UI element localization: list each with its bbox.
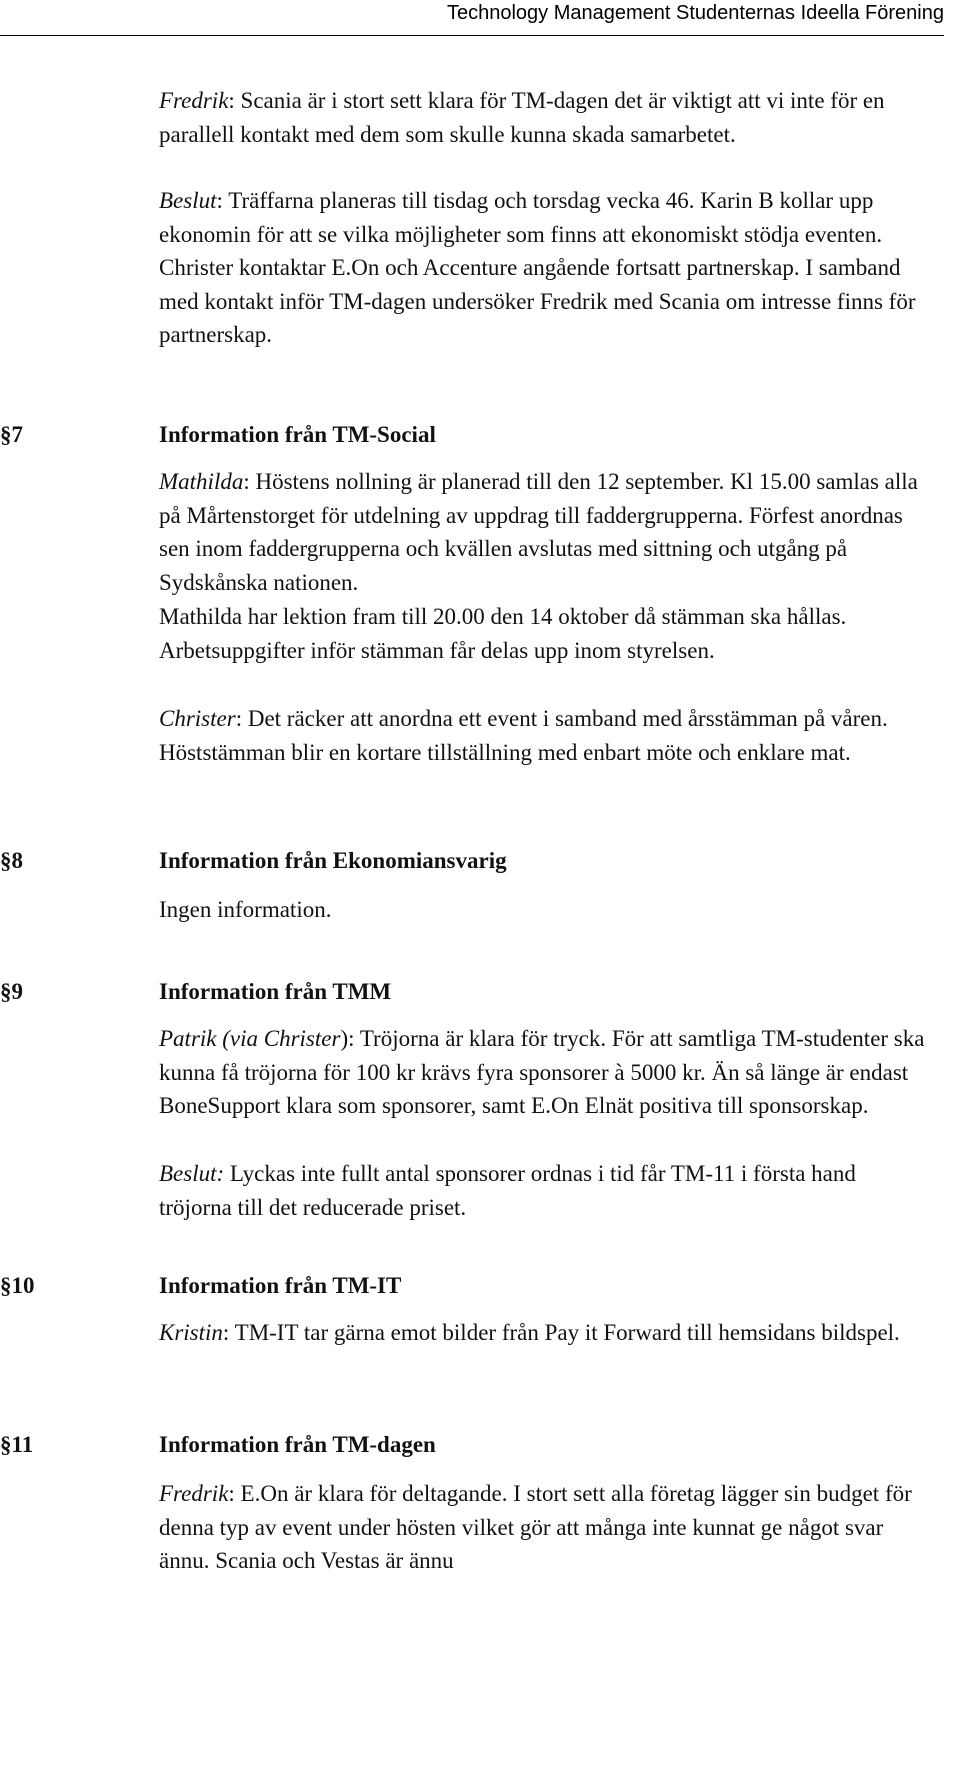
paragraph-beslut-sponsorer: [159, 1157, 929, 1224]
paragraph-text: ): Tröjorna är klara för tryck. För att samtliga TM-studenter ska kunna få tröjorna för 100 kr krävs fyra sponsorer à 5000 kr. Än så länge är endast BoneSupport klara som sponsorer, samt E.On Elnät positiva till sponsorskap.: [159, 1026, 925, 1118]
paragraph-beslut-traffar: [159, 184, 929, 352]
section-heading-10: [0, 1273, 940, 1307]
page-header: [0, 0, 944, 36]
section-heading-11: [0, 1432, 940, 1466]
paragraph-text: : Träffarna planeras till tisdag och torsdag vecka 46. Karin B kollar upp ekonomin för att se vilka möjligheter som finns att ekonomiskt stödja eventen. Christer kontaktar E.On och Accenture angående fortsatt partnerskap. I samband med kontakt inför TM-dagen undersöker Fredrik med Scania om intresse finns för partnerskap.: [159, 188, 916, 347]
paragraph-ingen-information: Ingen information.: [159, 897, 332, 922]
section-heading-7: [0, 422, 940, 456]
paragraph-text: : Scania är i stort sett klara för TM-dagen det är viktigt att vi inte för en parallell kontakt med dem som skulle kunna skada samarbetet.: [159, 88, 885, 147]
section-title: Information från TM-IT: [159, 1273, 402, 1298]
speaker-name: Patrik (via Christer: [159, 1026, 341, 1051]
speaker-name: Fredrik: [159, 88, 229, 113]
section-title: Information från TMM: [159, 979, 392, 1004]
section-number: §8: [0, 848, 23, 873]
section-heading-9: [0, 979, 940, 1013]
paragraph-kristin-bilder: [159, 1316, 929, 1350]
section-title: Information från TM-Social: [159, 422, 436, 447]
section-title: Information från TM-dagen: [159, 1432, 436, 1457]
paragraph-mathilda-nollning: [159, 465, 929, 599]
paragraph-text: : Höstens nollning är planerad till den 12 september. Kl 15.00 samlas alla på Mårtenstorget för utdelning av uppdrag till faddergrupperna. Förfest anordnas sen inom faddergrupperna och kvällen avslutas med sittning och utgång på Sydskånska nationen.: [159, 469, 918, 595]
header-org-name: Technology Management Studenternas Ideella Förening: [447, 2, 944, 24]
paragraph-text: : Det räcker att anordna ett event i samband med årsstämman på våren. Höststämman blir en kortare tillställning med enbart möte och enklare mat.: [159, 706, 888, 765]
section-number: §9: [0, 979, 23, 1004]
section-title: Information från Ekonomiansvarig: [159, 848, 507, 873]
speaker-name: Christer: [159, 706, 236, 731]
decision-label: Beslut: [159, 188, 217, 213]
paragraph-fredrik-scania: [159, 84, 929, 151]
decision-label: Beslut:: [159, 1161, 225, 1186]
speaker-name: Kristin: [159, 1320, 223, 1345]
paragraph-text: : E.On är klara för deltagande. I stort sett alla företag lägger sin budget för denna typ av event under hösten vilket gör att många inte kunnat ge något svar ännu. Scania och Vestas är ännu: [159, 1481, 912, 1573]
section-number: §11: [0, 1432, 34, 1457]
section-number: §10: [0, 1273, 35, 1298]
section-heading-8: [0, 848, 940, 882]
speaker-name: Mathilda: [159, 469, 244, 494]
paragraph-patrik-trojor: [159, 1022, 929, 1123]
paragraph-text: Lyckas inte fullt antal sponsorer ordnas i tid får TM-11 i första hand tröjorna till det reducerade priset.: [159, 1161, 856, 1220]
speaker-name: Fredrik: [159, 1481, 229, 1506]
paragraph-christer-event: [159, 702, 929, 769]
paragraph-fredrik-eon: [159, 1477, 929, 1578]
section-number: §7: [0, 422, 23, 447]
paragraph-mathilda-lektion: Mathilda har lektion fram till 20.00 den 14 oktober då stämman ska hållas. Arbetsuppgifter inför stämman får delas upp inom styrelsen.: [159, 604, 847, 663]
paragraph-text: : TM-IT tar gärna emot bilder från Pay it Forward till hemsidans bildspel.: [222, 1320, 900, 1345]
